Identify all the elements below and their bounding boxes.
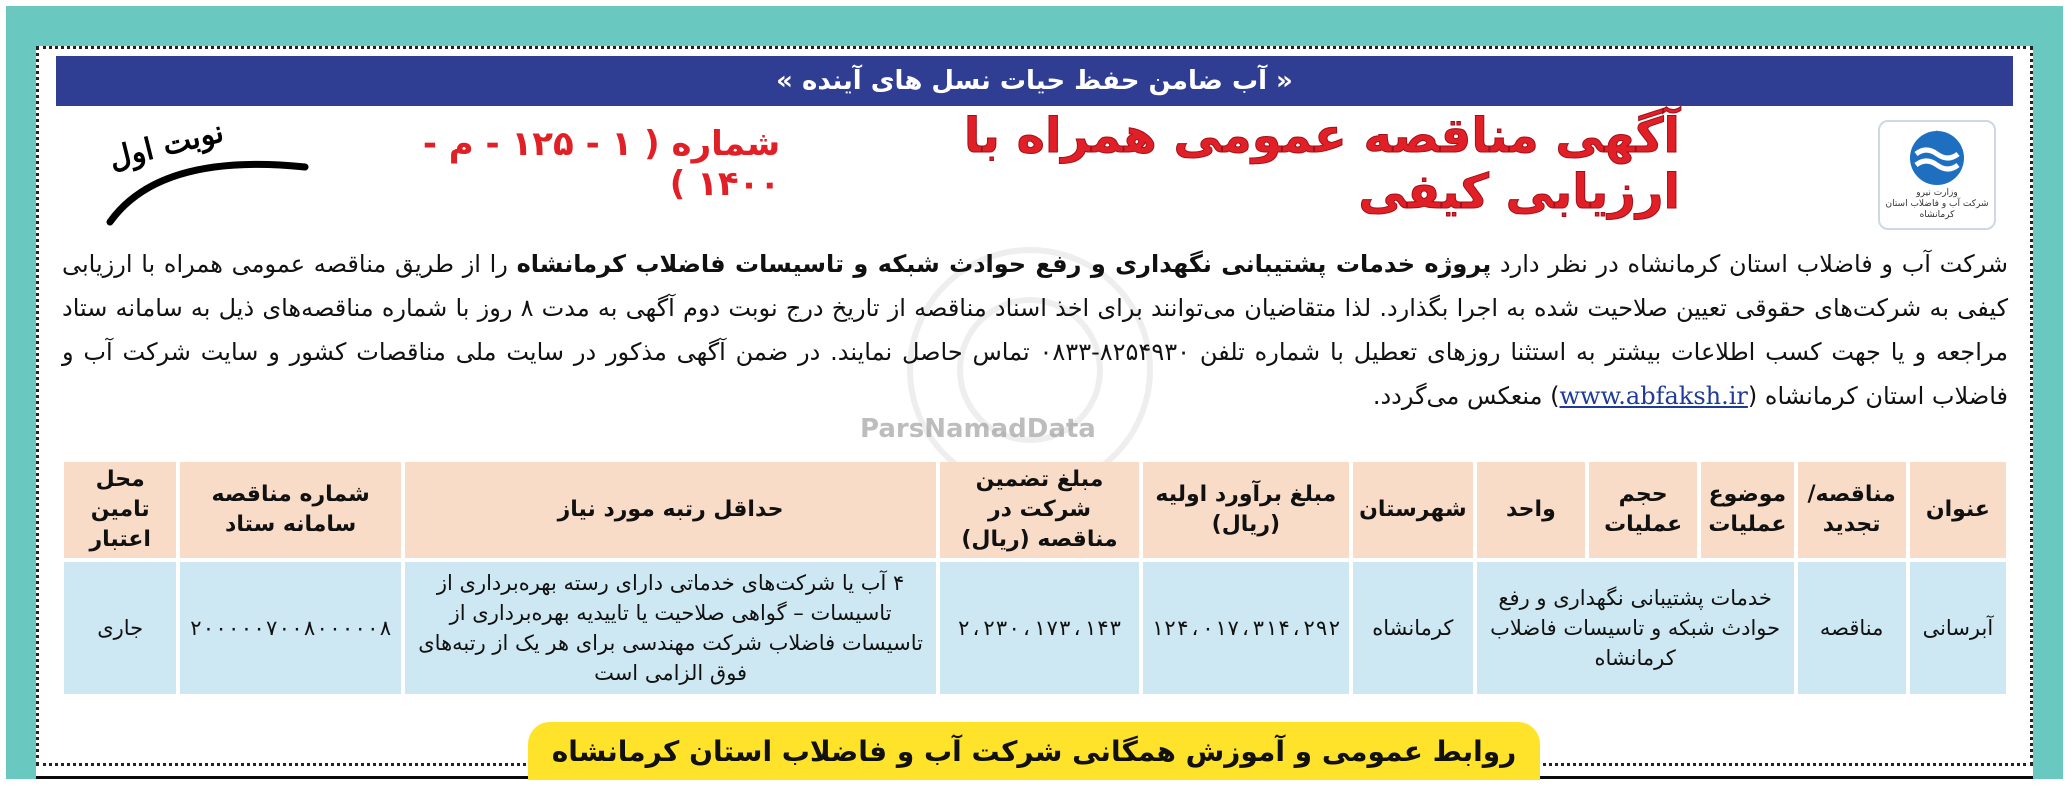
ad-title: [380, 108, 1680, 220]
title-main: آگهی مناقصه عمومی همراه با ارزیابی کیفی: [963, 108, 1680, 220]
cell-guarantee: ۲،۲۳۰،۱۷۳،۱۴۳: [940, 562, 1139, 694]
cell-subject: خدمات پشتیبانی نگهداری و رفع حوادث شبکه و تاسیسات فاضلاب کرمانشاه: [1477, 562, 1794, 694]
col-header-tender-type: مناقصه/ تجدید: [1798, 462, 1906, 558]
right-teal-band: [2033, 6, 2063, 779]
col-header-subject: موضوع عملیات: [1701, 462, 1793, 558]
motto-banner: « آب ضامن حفظ حیات نسل های آینده »: [56, 56, 2013, 106]
cell-estimate: ۱۲۴،۰۱۷،۳۱۴،۲۹۲: [1143, 562, 1349, 694]
ministry-logo: [1878, 120, 1996, 230]
col-header-min-rank: حداقل رتبه مورد نیاز: [405, 462, 936, 558]
col-header-funding: محل تامین اعتبار: [64, 462, 176, 558]
col-header-volume: حجم عملیات: [1589, 462, 1697, 558]
body-part-3: ) منعکس می‌گردد.: [1372, 382, 1560, 410]
cell-setad-number: ۲۰۰۰۰۰۷۰۰۸۰۰۰۰۰۸: [180, 562, 401, 694]
footer-banner: روابط عمومی و آموزش همگانی شرکت آب و فاضلاب استان کرمانشاه: [528, 722, 1540, 780]
top-teal-band: [6, 6, 2063, 46]
project-name: پروژه خدمات پشتیبانی نگهداری و رفع حوادث شبکه و تاسیسات فاضلاب کرمانشاه: [516, 250, 1492, 278]
logo-caption-2: شرکت آب و فاضلاب استان کرمانشاه: [1885, 199, 1989, 220]
table-header-row: [64, 462, 2006, 558]
left-teal-band: [6, 6, 36, 779]
logo-caption-1: وزارت نیرو: [1916, 188, 1958, 198]
col-header-city: شهرستان: [1353, 462, 1473, 558]
body-part-1: شرکت آب و فاضلاب استان کرمانشاه در نظر دارد: [1491, 250, 2008, 278]
cell-title: آبرسانی: [1910, 562, 2006, 694]
watermark-text: ParsNamadData: [860, 414, 1096, 444]
cell-tender-type: مناقصه: [1798, 562, 1906, 694]
cell-min-rank: ۴ آب یا شرکت‌های خدماتی دارای رسته بهره‌برداری از تاسیسات – گواهی صلاحیت یا تاییدیه بهره‌برداری از تاسیسات فاضلاب شرکت مهندسی برای هر یک از رتبه‌های فوق الزامی است: [405, 562, 936, 694]
table-row: [64, 562, 2006, 694]
website-link[interactable]: www.abfaksh.ir: [1559, 382, 1748, 410]
body-part-2: را از طریق مناقصه عمومی همراه با ارزیابی کیفی به شرکت‌های حقوقی تعیین صلاحیت شده به اجرا بگذارد. لذا متقاضیان می‌توانند برای اخذ اسناد مناقصه از تاریخ درج نوبت دوم آگهی به مدت ۸ روز با شماره مناقصه‌های ذیل به سامانه ستاد مراجعه و یا جهت کسب اطلاعات بیشتر به استثنا روزهای تعطیل با شماره تلفن ۸۲۵۴۹۳۰-۰۸۳۳ تماس حاصل نمایند. در ضمن آگهی مذکور در سایت ملی مناقصات کشور و سایت شرکت آب و فاضلاب استان کرمانشاه (: [62, 250, 2009, 410]
tender-table: [60, 458, 2010, 698]
col-header-estimate: مبلغ برآورد اولیه (ریال): [1143, 462, 1349, 558]
cell-funding: جاری: [64, 562, 176, 694]
title-number: شماره ( ۱ - ۱۲۵ - م - ۱۴۰۰ ): [422, 124, 781, 204]
col-header-setad-number: شماره مناقصه سامانه ستاد: [180, 462, 401, 558]
col-header-unit: واحد: [1477, 462, 1585, 558]
col-header-title: عنوان: [1910, 462, 2006, 558]
turn-label: نوبت اول: [105, 114, 228, 177]
cell-city: کرمانشاه: [1353, 562, 1473, 694]
water-ministry-logo-icon: [1900, 128, 1974, 188]
announcement-body: [62, 242, 2008, 438]
col-header-guarantee: مبلغ تضمین شرکت در مناقصه (ریال): [940, 462, 1139, 558]
